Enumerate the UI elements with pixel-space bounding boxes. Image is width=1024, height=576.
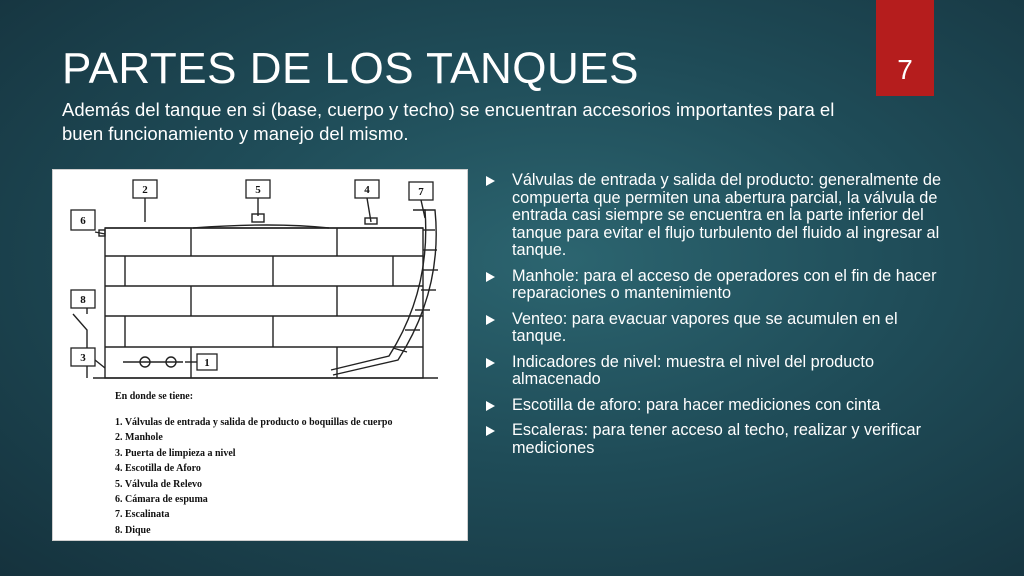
triangle-bullet-icon (486, 426, 495, 436)
triangle-bullet-icon (486, 272, 495, 282)
legend-item: 7. Escalinata (115, 509, 170, 521)
bullet-text: Venteo: para evacuar vapores que se acumulen en el tanque. (512, 309, 898, 345)
callout-label-4: 4 (364, 184, 370, 196)
bullet-list (484, 172, 952, 465)
callout-label-3: 3 (80, 352, 86, 364)
legend-item: 3. Puerta de limpieza a nivel (115, 447, 236, 459)
bullet-text: Válvulas de entrada y salida del producto: generalmente de compuerta que permiten una abertura parcial, la válvula de entrada casi siempre se encuentra en la parte inferior del tanque para evitar el flujo turbulento del fluido al ingresar al tanque. (512, 171, 942, 259)
bullet-text: Indicadores de nivel: muestra el nivel del producto almacenado (512, 352, 875, 388)
legend-title: En donde se tiene: (115, 391, 194, 402)
bullet-item-valvulas (484, 172, 952, 260)
bullet-text: Manhole: para el acceso de operadores con el fin de hacer reparaciones o mantenimiento (512, 266, 937, 302)
slide-subtitle: Además del tanque en si (base, cuerpo y techo) se encuentran accesorios importantes para el buen funcionamiento y manejo del mismo. (62, 99, 835, 144)
legend-item: 2. Manhole (115, 432, 163, 444)
triangle-bullet-icon (486, 401, 495, 411)
legend-item: 8. Dique (115, 524, 151, 536)
bullet-item-indicadores (484, 354, 952, 389)
legend-item: 6. Cámara de espuma (115, 493, 208, 505)
bullet-item-manhole (484, 268, 952, 303)
triangle-bullet-icon (486, 315, 495, 325)
triangle-bullet-icon (486, 358, 495, 368)
callout-label-5: 5 (255, 184, 261, 196)
legend-item: 1. Válvulas de entrada y salida de producto o boquillas de cuerpo (115, 417, 393, 428)
callout-label-1: 1 (204, 357, 210, 369)
bullet-item-escotilla (484, 397, 952, 415)
callout-label-7: 7 (418, 186, 424, 198)
legend-item: 5. Válvula de Relevo (115, 478, 203, 490)
bullet-text: Escaleras: para tener acceso al techo, realizar y verificar mediciones (512, 421, 922, 457)
tank-diagram (52, 169, 468, 541)
callout-label-8: 8 (80, 294, 86, 306)
bullet-item-escaleras (484, 422, 952, 457)
page-number-badge: 7 (876, 0, 934, 96)
slide-title: PARTES DE LOS TANQUES (62, 44, 639, 93)
bullet-text: Escotilla de aforo: para hacer mediciones con cinta (512, 395, 881, 414)
triangle-bullet-icon (486, 176, 495, 186)
callout-label-2: 2 (142, 184, 148, 196)
legend-item: 4. Escotilla de Aforo (115, 463, 201, 475)
callout-label-6: 6 (80, 215, 86, 227)
legend-list (115, 415, 392, 538)
bullet-item-venteo (484, 311, 952, 346)
